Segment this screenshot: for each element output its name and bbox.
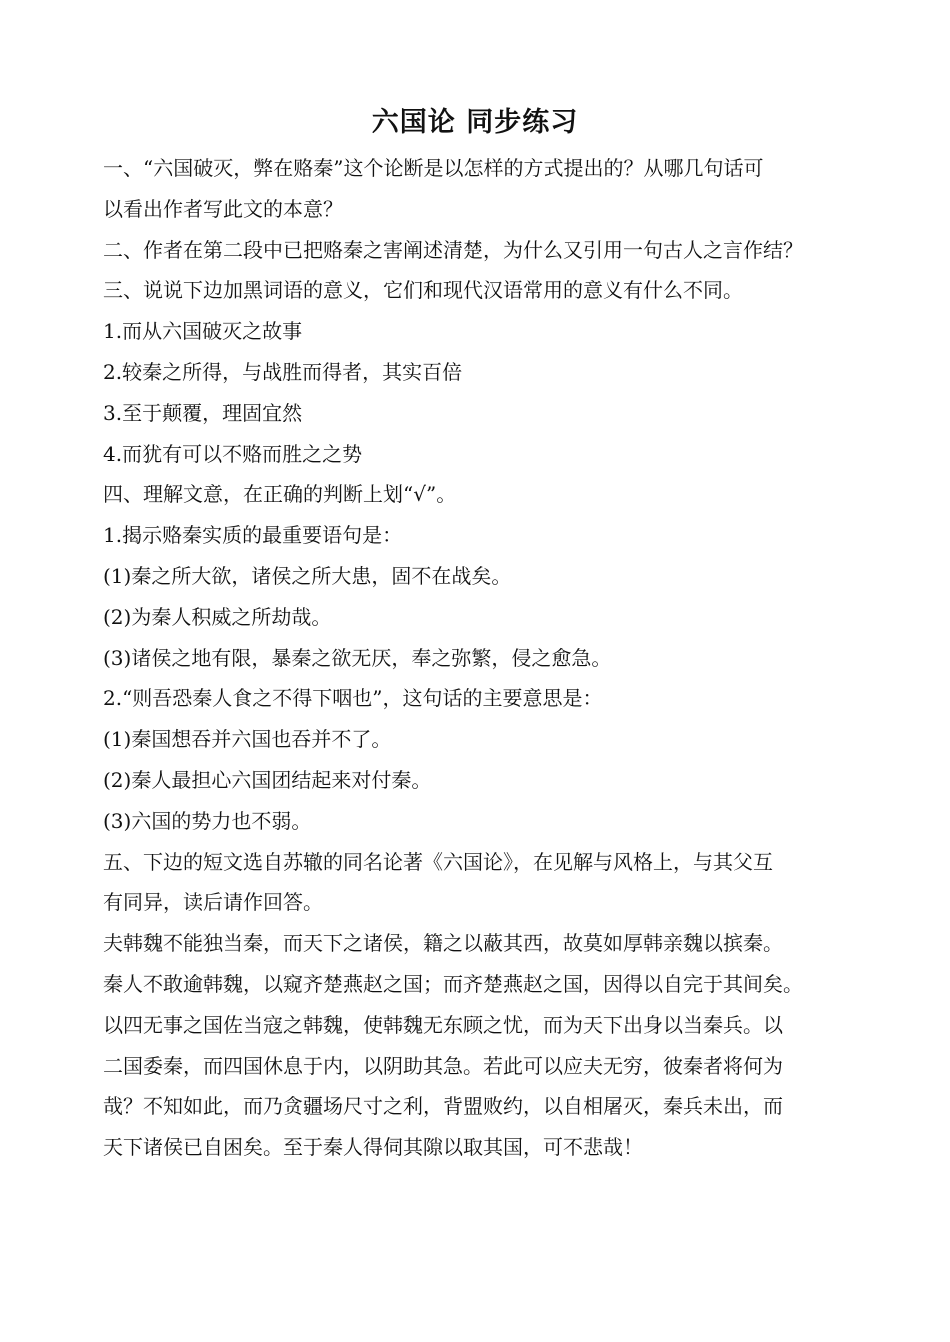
question-2: 二、作者在第二段中已把赂秦之害阐述清楚，为什么又引用一句古人之言作结？ xyxy=(103,237,803,262)
question-4-sub-1-option-1: (1)秦之所大欲，诸侯之所大患，固不在战矣。 xyxy=(103,563,512,588)
question-5-line-1: 五、下边的短文选自苏辙的同名论著《六国论》，在见解与风格上，与其父互 xyxy=(103,849,773,874)
passage-line-3: 以四无事之国佐当寇之韩魏，使韩魏无东顾之忧，而为天下出身以当秦兵。以 xyxy=(103,1012,783,1037)
question-4-sub-1-option-3: (3)诸侯之地有限，暴秦之欲无厌，奉之弥繁，侵之愈急。 xyxy=(103,645,612,670)
question-3-item-3: 3.至于颠覆，理固宜然 xyxy=(103,400,303,425)
question-1-line-2: 以看出作者写此文的本意？ xyxy=(103,196,343,221)
question-4-sub-1-option-2: (2)为秦人积威之所劫哉。 xyxy=(103,604,332,629)
question-4-sub-2: 2.“则吾恐秦人食之不得下咽也”，这句话的主要意思是： xyxy=(103,686,603,711)
question-3-item-2: 2.较秦之所得，与战胜而得者，其实百倍 xyxy=(103,359,463,384)
passage-line-4: 二国委秦，而四国休息于内，以阴助其急。若此可以应夫无穷，彼秦者将何为 xyxy=(103,1053,783,1078)
page-title: 六国论 同步练习 xyxy=(371,107,579,138)
document-body xyxy=(103,148,855,1168)
question-5-line-2: 有同异，读后请作回答。 xyxy=(103,890,323,915)
question-3-item-4: 4.而犹有可以不赂而胜之之势 xyxy=(103,441,363,466)
passage-line-1: 夫韩魏不能独当秦，而天下之诸侯，籍之以蔽其西，故莫如厚韩亲魏以摈秦。 xyxy=(103,931,783,956)
question-4-sub-2-option-3: (3)六国的势力也不弱。 xyxy=(103,808,312,833)
passage-line-6: 天下诸侯已自困矣。至于秦人得伺其隙以取其国，可不悲哉！ xyxy=(103,1135,643,1160)
passage-line-5: 哉？不知如此，而乃贪疆场尺寸之利，背盟败约，以自相屠灭，秦兵未出，而 xyxy=(103,1094,783,1119)
question-4-sub-2-option-1: (1)秦国想吞并六国也吞并不了。 xyxy=(103,727,392,752)
question-3: 三、说说下边加黑词语的意义，它们和现代汉语常用的意义有什么不同。 xyxy=(103,278,743,303)
question-3-item-1: 1.而从六国破灭之故事 xyxy=(103,319,303,344)
question-4: 四、理解文意，在正确的判断上划“√”。 xyxy=(103,482,457,507)
question-1-line-1: 一、“六国破灭，弊在赂秦”这个论断是以怎样的方式提出的？从哪几句话可 xyxy=(103,156,764,180)
question-4-sub-2-option-2: (2)秦人最担心六国团结起来对付秦。 xyxy=(103,767,432,792)
question-4-sub-1: 1.揭示赂秦实质的最重要语句是： xyxy=(103,523,403,548)
passage-line-2: 秦人不敢逾韩魏，以窥齐楚燕赵之国；而齐楚燕赵之国，因得以自完于其间矣。 xyxy=(103,971,803,996)
